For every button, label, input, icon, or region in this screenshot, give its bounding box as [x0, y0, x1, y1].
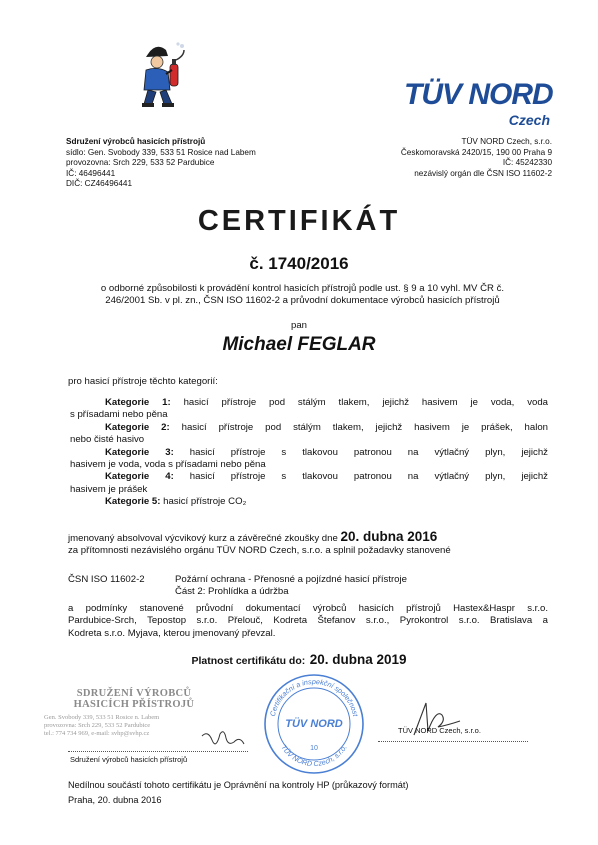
category-item — [70, 496, 548, 508]
tuv-address-line: Českomoravská 2420/15, 190 00 Praha 9 — [400, 147, 552, 157]
exam-block — [68, 531, 548, 558]
salutation: pan — [290, 320, 307, 331]
category-text: hasicí přístroje s tlakovou patronou na výtlačný plyn, jejichž — [189, 471, 548, 483]
issuer-dic: DIČ: CZ46496441 — [66, 179, 132, 188]
norm-block — [68, 574, 548, 598]
tuv-logo-sub: Czech — [508, 112, 550, 128]
norm-code: ČSN ISO 11602-2 — [68, 574, 145, 585]
tuv-round-stamp — [262, 672, 366, 776]
certificate-intro — [60, 283, 545, 308]
right-signature-line — [378, 741, 528, 742]
svg-text:Certifikační a inspekční spole — [268, 677, 361, 718]
exam-prefix: jmenovaný absolvoval výcvikový kurz a závěrečné zkoušky dne — [68, 533, 338, 544]
category-label: Kategorie 3: — [105, 446, 174, 458]
svhp-stamp-line: Gen. Svobody 339, 533 51 Rosice n. Labem — [44, 714, 160, 721]
svhp-stamp-title: HASICÍCH PŘÍSTROJŮ — [73, 699, 195, 710]
category-label: Kategorie 2: — [105, 421, 170, 433]
category-text: hasicí přístroje pod stálým tlakem, jejichž hasivem je voda, voda — [183, 397, 548, 408]
tuv-address-block — [330, 137, 552, 179]
manufacturers-block — [68, 603, 548, 640]
footer-note: Nedílnou součástí tohoto certifikátu je Oprávnění na kontroly HP (průkazový formát) — [68, 780, 409, 790]
firefighter-logo — [128, 40, 188, 110]
svhp-stamp-line: tel.: 774 734 969, e-mail: svhp@svhp.cz — [44, 730, 150, 737]
tuv-stamp-number: 10 — [310, 745, 318, 752]
tuv-accreditation: nezávislý orgán dle ČSN ISO 11602-2 — [414, 168, 552, 178]
svhp-stamp-line: provozovna: Srch 229, 533 52 Pardubice — [44, 722, 151, 729]
left-signature-line — [68, 751, 248, 752]
issuer-ic: IČ: 46496441 — [66, 168, 116, 178]
certificate-number: č. 1740/2016 — [249, 254, 349, 273]
manufacturers-line: Pardubice-Srch, Tepostop s.r.o. Přelouč, Kodreta Štefanov s.r.o., Pyrokontrol s.r.o. Bratislava a — [68, 615, 548, 627]
category-label: Kategorie 1: — [105, 397, 171, 408]
svhp-stamp-title: SDRUŽENÍ VÝROBCŮ — [76, 688, 192, 699]
holder-name: Michael FEGLAR — [222, 334, 376, 355]
category-text: hasicí přístroje pod stálým tlakem, jejichž hasivem je prášek, halon — [181, 421, 548, 433]
category-text: nebo čisté hasivo — [70, 434, 145, 446]
tuv-address-line: TÜV NORD Czech, s.r.o. — [461, 137, 552, 146]
certificate-title: CERTIFIKÁT — [197, 205, 401, 237]
validity-label: Platnost certifikátu do: — [191, 655, 306, 667]
left-signature — [198, 726, 248, 754]
right-signature-caption: TÜV NORD Czech, s.r.o. — [398, 726, 481, 735]
category-text: hasivem je prášek — [70, 483, 148, 495]
left-signature-caption: Sdružení výrobců hasicích přístrojů — [70, 755, 188, 764]
validity-block — [0, 651, 598, 669]
tuv-stamp-logo: TÜV NORD — [285, 718, 343, 730]
place-date: Praha, 20. dubna 2016 — [68, 795, 162, 805]
issuer-name: Sdružení výrobců hasicích přístrojů — [66, 137, 206, 146]
category-item — [70, 397, 548, 422]
category-text: hasivem je voda, voda s přísadami nebo pěna — [70, 459, 266, 471]
exam-line: za přítomnosti nezávislého orgánu TÜV NORD Czech, s.r.o. a splnil požadavky stanovené — [68, 545, 451, 557]
tuv-stamp-ring-bottom: TÜV NORD Czech, s.r.o. — [279, 743, 349, 769]
svhp-stamp — [44, 688, 224, 738]
intro-line: o odborné způsobilosti k provádění kontrol hasicích přístrojů podle ust. § 9 a 10 vyhl. MV ČR č. — [100, 283, 505, 294]
categories-intro: pro hasicí přístroje těchto kategorií: — [68, 376, 218, 387]
exam-date: 20. dubna 2016 — [340, 529, 438, 544]
categories-list — [70, 397, 548, 509]
norm-title: Požární ochrana - Přenosné a pojízdné hasicí přístroje — [175, 574, 407, 585]
category-label: Kategorie 4: — [105, 471, 174, 483]
tuv-ic: IČ: 45242330 — [502, 158, 552, 167]
category-item — [70, 447, 548, 472]
category-text: s přísadami nebo pěna — [70, 409, 168, 421]
tuv-stamp-ring-text: Certifikační a inspekční společnost — [267, 676, 361, 718]
category-text: hasicí přístroje CO₂ — [163, 496, 247, 508]
category-text: hasicí přístroje s tlakovou patronou na výtlačný plyn, jejichž — [189, 446, 548, 458]
category-item — [70, 422, 548, 447]
category-label: Kategorie 5: — [105, 496, 161, 508]
intro-line: 246/2001 Sb. v pl. zn., ČSN ISO 11602-2 a průvodní dokumentace výrobců hasicích přístrojů — [105, 295, 500, 307]
manufacturers-line: Kodreta s.r.o. Myjava, kterou jmenovaný převzal. — [68, 627, 276, 639]
manufacturers-line: a podmínky stanovené průvodní dokumentací výrobců hasicích přístrojů Hastex&Haspr s.r.o. — [68, 603, 548, 614]
issuer-block — [66, 137, 326, 190]
norm-part: Část 2: Prohlídka a údržba — [175, 586, 289, 597]
tuv-nord-logo — [404, 78, 554, 140]
issuer-address-line: provozovna: Srch 229, 533 52 Pardubice — [66, 158, 215, 167]
validity-date: 20. dubna 2019 — [309, 652, 407, 667]
tuv-logo-word: TÜV NORD — [404, 78, 553, 111]
category-item — [70, 471, 548, 496]
issuer-address-line: sídlo: Gen. Svobody 339, 533 51 Rosice nad Labem — [66, 147, 256, 157]
